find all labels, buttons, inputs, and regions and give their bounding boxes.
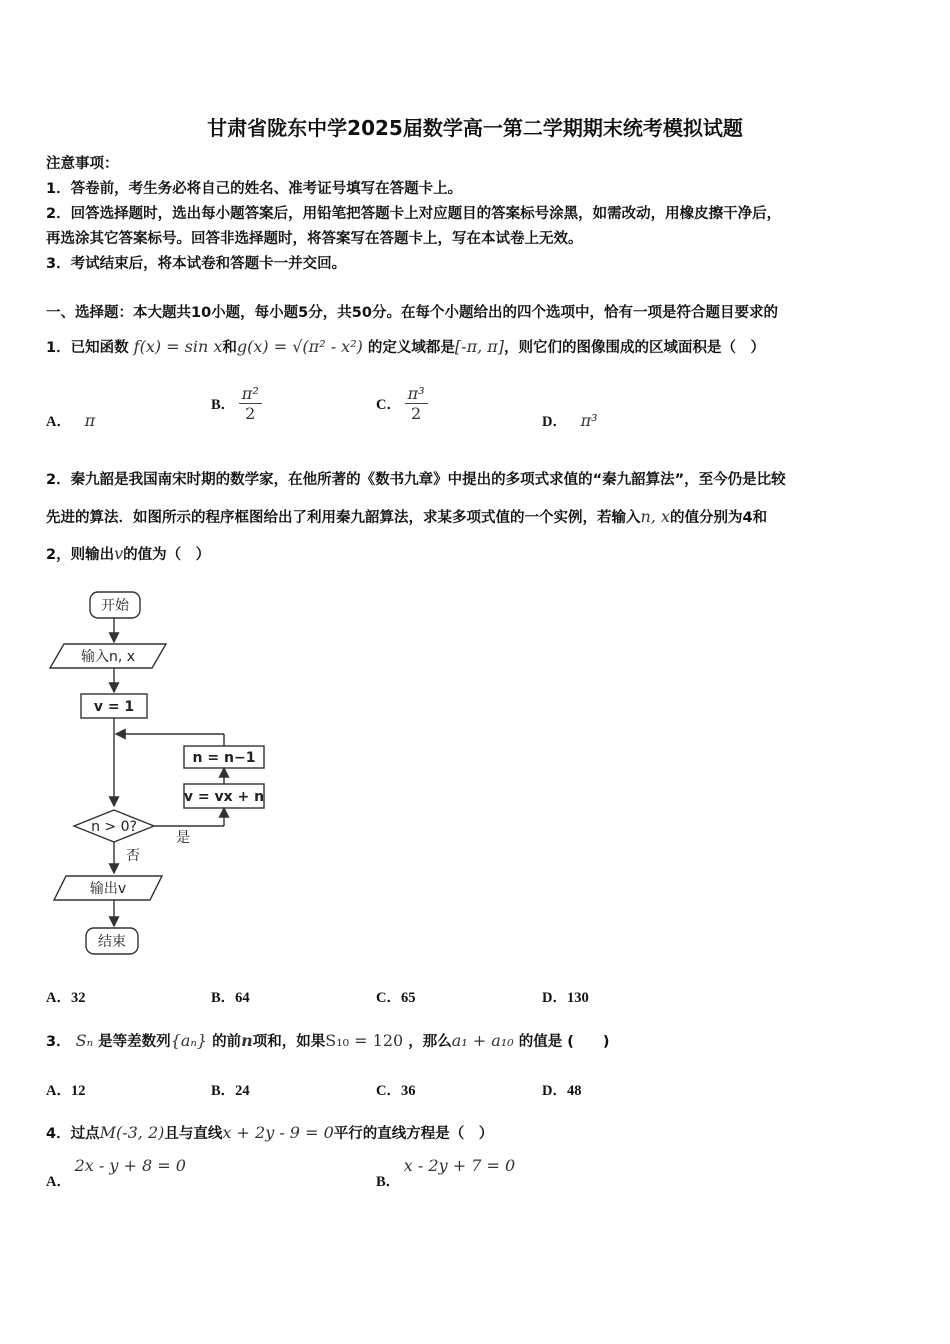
update-label: v = vx + n xyxy=(183,789,265,805)
q1-option-a[interactable]: A． π xyxy=(46,411,96,430)
question-3: 3． Sₙ 是等差数列{aₙ} 的前n项和，如果S₁₀ = 120 ，那么a₁ + a₁₀ 的值是 ( ) xyxy=(46,1031,610,1050)
yes-label: 是 xyxy=(176,830,190,846)
formula-g: g(x) = √(π² - x²) xyxy=(236,337,363,356)
fraction: $\frac{\text{π³}}{2}$ xyxy=(405,384,428,423)
question-1: 1．已知函数 f(x) = sin x和g(x) = √(π² - x²) 的定义域都是[-π, π]，则它们的图像围成的区域面积是（ ） xyxy=(46,337,766,356)
decrement-label: n = n−1 xyxy=(192,750,256,766)
domain-interval: [-π, π] xyxy=(454,337,505,356)
no-label: 否 xyxy=(126,848,140,864)
formula-sn: Sₙ xyxy=(75,1031,94,1050)
formula-f: f(x) = sin x xyxy=(133,337,223,356)
page-title: 甘肃省陇东中学2025届数学高一第二学期期末统考模拟试题 xyxy=(207,116,743,140)
q4-option-a[interactable]: A． 2x - y + 8 = 0 xyxy=(46,1156,186,1190)
condition-label: n > 0? xyxy=(91,819,137,835)
question-number: 1． xyxy=(46,340,71,356)
notice-item-3: 3．考试结束后，将本试卷和答题卡一并交回。 xyxy=(46,256,347,272)
q1-option-c[interactable]: C． $\frac{\text{π³}}{2}$ xyxy=(376,384,428,423)
q2-option-c[interactable]: C．65 xyxy=(376,990,416,1006)
q1-option-b[interactable]: B． $\frac{\text{π²}}{2}$ xyxy=(211,384,262,423)
question-4: 4．过点M(-3, 2)且与直线x + 2y - 9 = 0平行的直线方程是（ ） xyxy=(46,1123,494,1142)
q3-option-b[interactable]: B．24 xyxy=(211,1083,250,1099)
formula-an: {aₙ} xyxy=(170,1031,208,1050)
question-2-line-2: 先进的算法．如图所示的程序框图给出了利用秦九韶算法，求某多项式值的一个实例，若输入n, x的值分别为4和 xyxy=(46,507,768,526)
notice-item-1: 1．答卷前，考生务必将自己的姓名、准考证号填写在答题卡上。 xyxy=(46,181,463,197)
formula-sum: a₁ + a₁₀ xyxy=(451,1031,514,1050)
notice-heading: 注意事项： xyxy=(46,156,119,172)
line-equation: x + 2y - 9 = 0 xyxy=(222,1123,334,1142)
start-label: 开始 xyxy=(101,598,129,614)
q4-option-b[interactable]: B． x - 2y + 7 = 0 xyxy=(376,1156,516,1190)
flowchart xyxy=(46,580,286,970)
end-label: 结束 xyxy=(98,934,126,950)
question-2-line-3: 2，则输出v的值为（ ） xyxy=(46,544,211,563)
q2-option-b[interactable]: B．64 xyxy=(211,990,250,1006)
formula-s10: S₁₀ = 120 xyxy=(325,1031,404,1050)
q2-option-d[interactable]: D．130 xyxy=(542,990,589,1006)
input-label: 输入n, x xyxy=(80,649,136,665)
notice-item-2: 2．回答选择题时，选出每小题答案后，用铅笔把答题卡上对应题目的答案标号涂黑，如需改动，用橡皮擦干净后， xyxy=(46,206,782,222)
init-label: v = 1 xyxy=(93,699,135,715)
q2-option-a[interactable]: A．32 xyxy=(46,990,86,1006)
q3-option-c[interactable]: C．36 xyxy=(376,1083,416,1099)
q3-option-a[interactable]: A．12 xyxy=(46,1083,86,1099)
question-2-line-1: 2．秦九韶是我国南宋时期的数学家，在他所著的《数书九章》中提出的多项式求值的“秦九韶算法”，至今仍是比较 xyxy=(46,472,786,488)
q1-option-d[interactable]: D． π³ xyxy=(542,411,598,430)
fraction: $\frac{\text{π²}}{2}$ xyxy=(239,384,262,423)
output-label: 输出v xyxy=(89,881,127,897)
q3-option-d[interactable]: D．48 xyxy=(542,1083,582,1099)
notice-item-2-cont: 再选涂其它答案标号。回答非选择题时，将答案写在答题卡上，写在本试卷上无效。 xyxy=(46,231,583,247)
point-m: M(-3, 2) xyxy=(99,1123,165,1142)
section-heading: 一、选择题：本大题共10小题，每小题5分，共50分。在每个小题给出的四个选项中，恰有一项是符合题目要求的 xyxy=(46,305,778,321)
